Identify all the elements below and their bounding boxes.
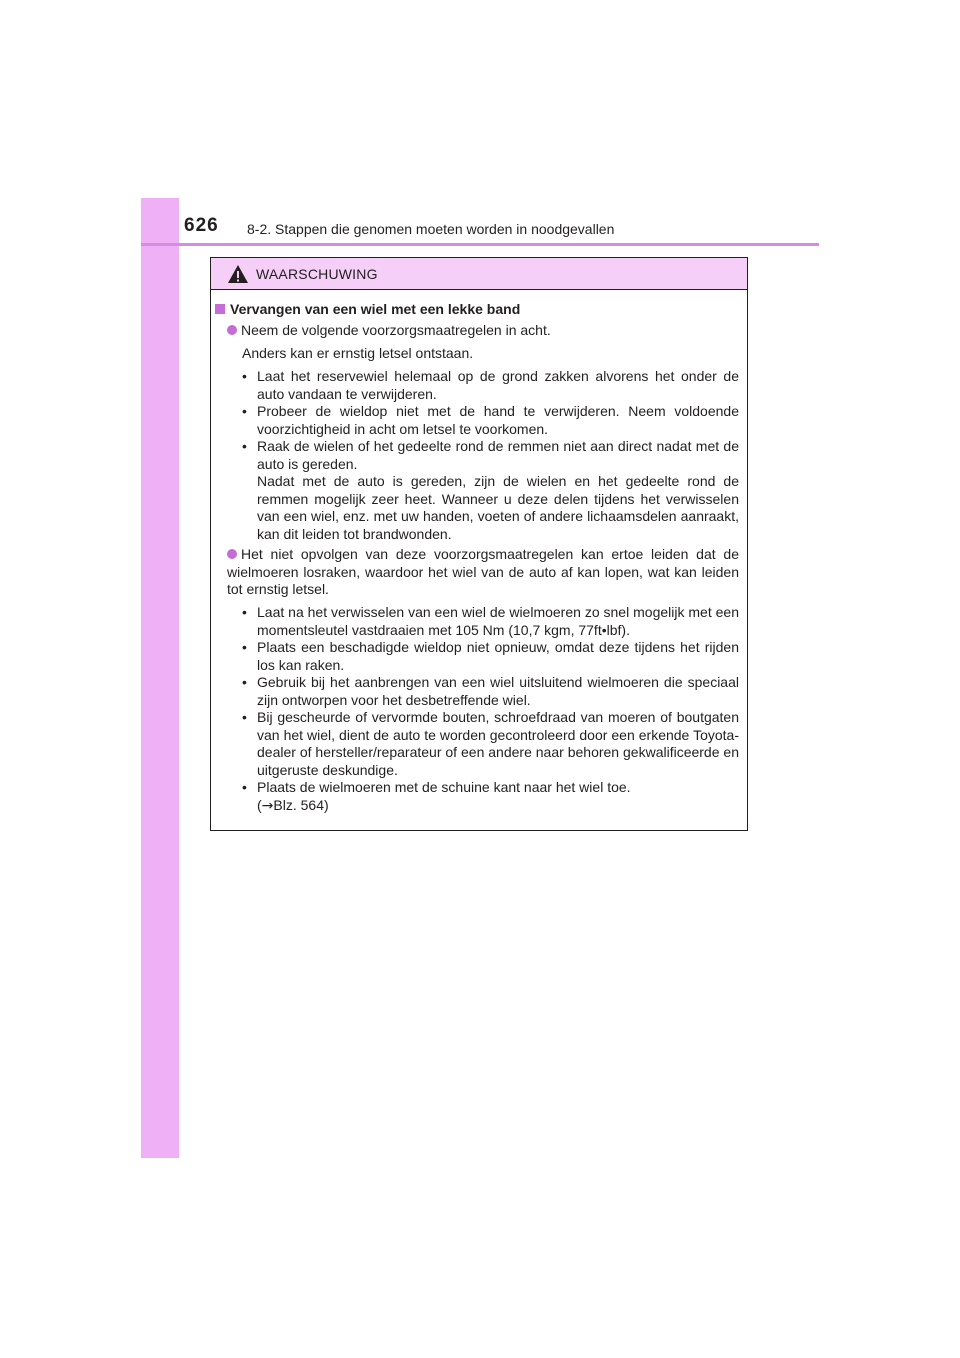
point-1: [227, 322, 739, 340]
warning-header: [211, 258, 747, 290]
list-item: • Laat na het verwisselen van een wiel de wielmoeren zo snel mogelijk met een momentsleutel vastdraaien met 105 Nm (10,7 kgm, 77ft•lbf).: [242, 604, 739, 639]
point-2-text: Het niet opvolgen van deze voorzorgsmaatregelen kan ertoe leiden dat de wielmoeren losraken, waardoor het wiel van de auto af kan lopen, wat kan leiden tot ernstig letsel.: [227, 546, 739, 597]
list-item: • Gebruik bij het aanbrengen van een wiel uitsluitend wielmoeren die speciaal zijn ontworpen voor het desbetreffende wiel.: [242, 674, 739, 709]
section-title: 8-2. Stappen die genomen moeten worden in noodgevallen: [247, 221, 615, 237]
arrow-icon: →: [261, 797, 274, 814]
warning-heading: [215, 301, 520, 319]
point-2-bullets: [242, 604, 739, 815]
list-item: • Probeer de wieldop niet met de hand te verwijderen. Neem voldoende voorzichtigheid in acht om letsel te voorkomen.: [242, 403, 739, 438]
list-item: [242, 473, 739, 543]
round-bullet-icon: [227, 549, 237, 559]
square-bullet-icon: [215, 304, 225, 314]
warning-box: [210, 257, 748, 831]
point-1-text: Neem de volgende voorzorgsmaatregelen in acht.: [241, 322, 551, 338]
warning-triangle-icon: [227, 264, 249, 284]
page-number: 626: [184, 215, 219, 236]
warning-heading-text: Vervangen van een wiel met een lekke band: [230, 301, 521, 317]
page-reference: Blz. 564: [273, 796, 324, 813]
point-1-sub: Anders kan er ernstig letsel ontstaan.: [242, 345, 474, 361]
list-item: • Plaats de wielmoeren met de schuine kant naar het wiel toe. (→Blz. 564): [242, 779, 739, 815]
list-item-text: Plaats de wielmoeren met de schuine kant naar het wiel toe.: [257, 779, 631, 795]
point-1-bullets: [242, 368, 739, 543]
list-item: • Plaats een beschadigde wieldop niet opnieuw, omdat deze tijdens het rijden los kan raken.: [242, 639, 739, 674]
warning-label: WAARSCHUWING: [256, 266, 378, 282]
list-item: • Bij gescheurde of vervormde bouten, schroefdraad van moeren of boutgaten van het wiel, dient de auto te worden gecontroleerd door een erkende Toyota-dealer of hersteller/reparateur of een andere naar behoren gekwalificeerde en uitgeruste deskundige.: [242, 709, 739, 779]
list-item-text: Nadat met de auto is gereden, zijn de wielen en het gedeelte rond de remmen mogelijk zeer heet. Wanneer u deze delen tijdens het verwisselen van een wiel, enz. met uw handen, voeten of andere lichaamsdelen aanraakt, kan dit leiden tot brandwonden.: [257, 473, 739, 542]
list-item: • Laat het reservewiel helemaal op de grond zakken alvorens het onder de auto vandaan te verwijderen.: [242, 368, 739, 403]
point-2: [227, 546, 739, 599]
header-rule: [141, 243, 819, 246]
list-item: • Raak de wielen of het gedeelte rond de remmen niet aan direct nadat met de auto is gereden.: [242, 438, 739, 473]
round-bullet-icon: [227, 325, 237, 335]
chapter-sidebar-tab: [141, 198, 179, 1158]
